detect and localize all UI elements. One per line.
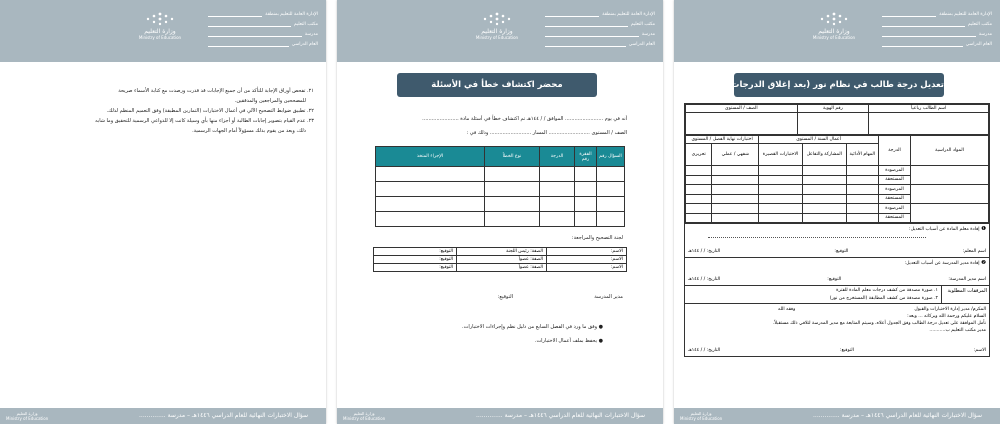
org-line: الإدارة العامة للتعليم بمنطقة [939, 11, 992, 17]
footer-text: سؤال الاختبارات النهائية للعام الدراسي ١٤٤٦هـ – مدرسة .............. [476, 412, 645, 419]
principal-label: مدير المدرسة [594, 294, 623, 300]
table-row [376, 182, 625, 197]
report-line-2: الصف / المستوى .......................... المسار .......................... وذلك في : [466, 130, 627, 136]
errors-table [375, 146, 625, 227]
attachment-item: ٢. صورة مصدقة من كشف المطابقة (المستخرج من نور) [829, 295, 938, 301]
org-info [545, 9, 655, 49]
teacher-reason-label: إفادة معلم المادة عن أسباب التعديل: [909, 227, 980, 232]
page-header [674, 0, 1000, 62]
col-header: الدرجة [540, 147, 575, 167]
footer-logo [680, 411, 722, 421]
recipient-line: المكرم/ مدير إدارة الاختبارات والقبول [914, 307, 986, 312]
org-line: العام الدراسي [291, 41, 318, 47]
table-row: الاسم: الصفة: عضواً التوقيع: [374, 264, 627, 272]
page-left [0, 0, 326, 424]
col-header: الدرجة [879, 136, 911, 166]
sub-col-header: الاختبارات القصيرة [759, 144, 803, 166]
sub-col-header: شفهي / عملي [712, 144, 759, 166]
org-line: مكتب التعليم [630, 21, 655, 27]
logo-arabic: وزارة التعليم [144, 28, 176, 35]
col-header: الفقرة رقم [575, 147, 597, 167]
table-row: المرصودة [686, 204, 989, 214]
approver-signature: التوقيع: [839, 348, 854, 353]
approver-name-label: الاسم: [973, 348, 986, 353]
col-header: الإجراء المتخذ [376, 147, 485, 167]
org-line: الإدارة العامة للتعليم بمنطقة [602, 11, 655, 17]
teacher-signature: التوقيع: [834, 249, 849, 254]
logo-arabic: وزارة التعليم [818, 28, 850, 35]
instructions-list [14, 86, 314, 136]
footer-text: سؤال الاختبارات النهائية للعام الدراسي ١٤٤٦هـ – مدرسة .............. [813, 412, 982, 419]
attachments-section [685, 285, 989, 303]
footer-logo [343, 411, 385, 421]
col-header: المواد الدراسية [911, 136, 989, 166]
note-text: وفق ما ورد في الفصل السابع من دليل نظم وإجراءات الاختبارات. [462, 324, 598, 330]
table-row: المستحقة [686, 194, 989, 204]
page-right [674, 0, 1000, 424]
logo-english: Ministry of Education [812, 35, 856, 40]
page-footer [337, 408, 663, 424]
report-line-1: أنه في يوم ........................ الموافق / / ١٤٤هـ تم اكتشاف خطأ في أسئلة مادة ....................... [422, 116, 627, 122]
approval-section [685, 303, 989, 356]
report-title: محضر اكتشاف خطأ في الأسئلة [397, 73, 597, 97]
attachments-label: المرفقات المطلوبة [941, 286, 989, 303]
list-item: ٢٣. عدم القيام بتصوير إجابات الطالبة أو أجزاء منها بأي وسيلة كانت إلا للدواعي الرسمية للتحقيق وما شابه [95, 118, 314, 124]
committee-label: لجنة التصحيح والمراجعة: [571, 235, 623, 241]
table-row: المرصودة [686, 166, 989, 176]
logo-english: Ministry of Education [475, 35, 519, 40]
org-line: مكتب التعليم [293, 21, 318, 27]
note-item: ● وفق ما ورد في الفصل السابع من دليل نظم وإجراءات الاختبارات. [462, 324, 603, 330]
table-row: الاسم: الصفة: عضواً التوقيع: [374, 256, 627, 264]
approver-date: التاريخ: / / ١٤٤هـ [688, 348, 721, 353]
footer-logo-ar: وزارة التعليم [690, 411, 712, 416]
sub-col-header: المهام الأدائية [846, 144, 878, 166]
list-item: ٢٢. تطبيق ضوابط التصحيح الآلي في أعمال الاختبارات (التمارين المطبقة) وفق التعميم المنظم لذلك. [106, 108, 314, 114]
org-info [208, 9, 318, 49]
list-item: للمصححين والمراجعين والمدققين. [234, 98, 306, 104]
office-manager-line: مدير مكتب التعليم ب........... [929, 328, 986, 333]
footer-logo-ar: وزارة التعليم [16, 411, 38, 416]
committee-table [373, 247, 627, 272]
student-info-table [685, 104, 989, 135]
page-middle [337, 0, 663, 424]
col-header: اختبارات نهاية الفصل / المستوى [686, 136, 759, 144]
col-header: أعمال السنة / المستوى [759, 136, 879, 144]
grade-form [684, 103, 990, 357]
table-row [376, 212, 625, 227]
table-row: المستحقة [686, 175, 989, 185]
sub-col-header: المشاركة والتفاعل [802, 144, 846, 166]
sub-col-header: تحريري [686, 144, 712, 166]
footer-text: سؤال الاختبارات النهائية للعام الدراسي ١٤٤٦هـ – مدرسة .............. [139, 412, 308, 419]
org-line: مدرسة [304, 31, 318, 37]
page-footer [674, 408, 1000, 424]
footer-logo-en: Ministry of Education [6, 416, 49, 421]
table-row: الاسم: الصفة: رئيس اللجنة التوقيع: [374, 248, 627, 256]
org-line: العام الدراسي [965, 41, 992, 47]
grades-table [685, 135, 989, 223]
footer-logo-en: Ministry of Education [680, 416, 723, 421]
note-text: يحفظ بملف أعمال الاختبارات. [534, 338, 598, 344]
ministry-logo [128, 11, 192, 49]
ministry-logo [465, 11, 529, 49]
logo-english: Ministry of Education [138, 35, 182, 40]
principal-section: ❷ إفادة مدير المدرسة عن أسباب التعديل: اسم مدير المدرسة: التوقيع: التاريخ: / / ١٤٤هـ [685, 257, 989, 285]
principal-signature: التوقيع: [827, 277, 842, 282]
page-header [0, 0, 326, 62]
table-row: المستحقة [686, 213, 989, 223]
org-line: الإدارة العامة للتعليم بمنطقة [265, 11, 318, 17]
col-header: نوع الخطأ [485, 147, 540, 167]
form-title: تعديل درجة طالب في نظام نور (بعد إغلاق الدرجات) [734, 73, 944, 97]
ministry-logo [802, 11, 866, 49]
footer-logo-ar: وزارة التعليم [353, 411, 375, 416]
page-footer [0, 408, 326, 424]
request-line: نأمل الموافقة على تعديل درجة الطالب وفق الجدول أعلاه، وسيتم المتابعة مع مدير المدرسة لتلافي ذلك مستقبلاً. [772, 321, 986, 326]
col-header: السؤال رقم [597, 147, 625, 167]
table-row [376, 197, 625, 212]
table-row [376, 167, 625, 182]
org-line: مكتب التعليم [967, 21, 992, 27]
page-header [337, 0, 663, 62]
principal-reason-label: إفادة مدير المدرسة عن أسباب التعديل: [904, 261, 980, 266]
teacher-section: ❶ إفادة معلم المادة عن أسباب التعديل: اسم المعلم: التوقيع: التاريخ: / / ١٤٤هـ [685, 223, 989, 257]
teacher-date: التاريخ: / / ١٤٤هـ [688, 249, 721, 254]
principal-signature: التوقيع: [497, 294, 513, 300]
table-row: المرصودة [686, 185, 989, 195]
respect-line: وفقه الله [778, 307, 796, 312]
id-number-label: رقم الهوية [797, 105, 869, 113]
org-line: مدرسة [978, 31, 992, 37]
footer-logo [6, 411, 48, 421]
greeting-line: السلام عليكم ورحمة الله وبركاته ... وبعد: [907, 314, 986, 319]
principal-date: التاريخ: / / ١٤٤هـ [688, 277, 721, 282]
logo-arabic: وزارة التعليم [481, 28, 513, 35]
note-item: ● يحفظ بملف أعمال الاختبارات. [534, 338, 603, 344]
org-line: العام الدراسي [628, 41, 655, 47]
org-info [882, 9, 992, 49]
list-item: ٢١. تفحص أوراق الإجابة للتأكد من أن جميع الإجابات قد قدرت ورصدت مع كتابة الأسماء صريحة [118, 88, 314, 94]
student-name-label: اسم الطالب رباعياً [869, 105, 989, 113]
grade-level-label: الصف / المستوى [686, 105, 798, 113]
list-item: ذلك، ويعد من يقوم بذلك مسؤولاً أمام الجهات الرسمية. [192, 128, 306, 134]
teacher-name-label: اسم المعلم: [962, 249, 986, 254]
org-line: مدرسة [641, 31, 655, 37]
footer-logo-en: Ministry of Education [343, 416, 386, 421]
principal-name-label: اسم مدير المدرسة: [948, 277, 986, 282]
attachment-item: ١. صورة مصدقة من كشف درجات معلم المادة للفترة [836, 288, 938, 293]
